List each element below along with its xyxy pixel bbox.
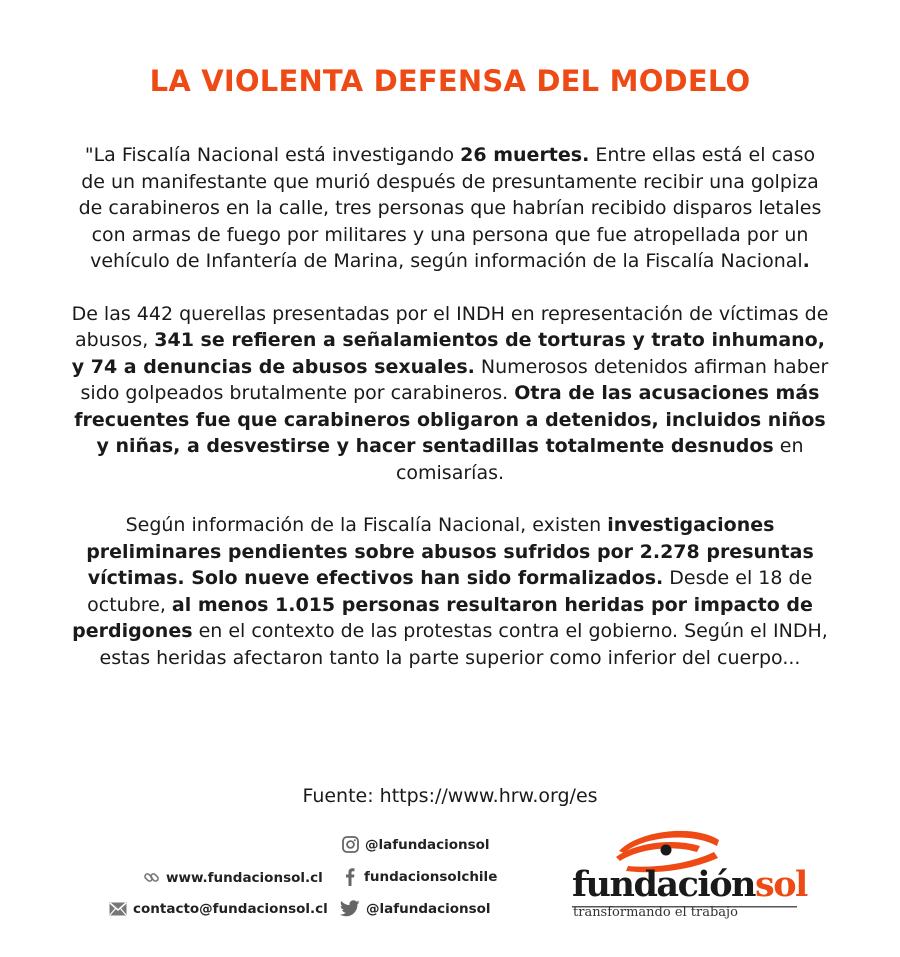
text-run: De las 442 querellas presentadas por el INDH en representación de víctimas de abusos, [71, 302, 829, 351]
bold-text-run: Otra de las acusaciones más frecuentes fue que carabineros obligaron a detenidos, incluidos niños y niñas, a desvestirse y hacer sentadillas totalmente desnudos [74, 382, 826, 457]
logo-word-accent: sol [755, 864, 807, 905]
logo-tagline: transformando el trabajo [573, 905, 738, 920]
fundacion-sol-logo [566, 826, 807, 926]
email-link[interactable] [109, 901, 328, 917]
website-link[interactable] [143, 869, 323, 886]
mail-icon [109, 902, 127, 916]
link-icon [143, 869, 160, 886]
twitter-icon [340, 900, 360, 917]
twitter-text: @lafundacionsol [366, 900, 491, 917]
bold-text-run: al menos 1.015 personas resultaron heridas por impacto de perdigones [72, 593, 813, 642]
page-title: LA VIOLENTA DEFENSA DEL MODELO [149, 64, 751, 98]
source-line: Fuente: https://www.hrw.org/es [302, 785, 598, 807]
instagram-text: @lafundacionsol [365, 836, 490, 853]
text-run: Entre ellas está el caso de un manifestante que murió después de presuntamente recibir una golpiza de carabineros en la calle, tres personas que habrían recibido disparos letales con armas de fuego por militares y una persona que fue atropellada por un vehículo de Infantería de Marina, según información de la Fiscalía Nacional [78, 144, 822, 272]
paragraph-3 [70, 512, 830, 671]
bold-text-run: . [802, 250, 810, 272]
text-run: en comisarías. [395, 435, 804, 484]
text-run: Desde el 18 de octubre, [87, 567, 813, 616]
article-body [70, 142, 830, 697]
twitter-link[interactable] [340, 900, 491, 917]
facebook-link[interactable] [345, 867, 497, 886]
paragraph-2 [70, 301, 830, 487]
instagram-icon [342, 836, 359, 853]
logo-word-main: fundación [572, 864, 755, 905]
text-run: Numerosos detenidos afirman haber sido golpeados brutalmente por carabineros. [80, 355, 829, 404]
website-text: www.fundacionsol.cl [166, 869, 323, 886]
text-run: en el contexto de las protestas contra el gobierno. Según el INDH, estas heridas afectaron tanto la parte superior como inferior del cuerpo... [99, 620, 828, 669]
paragraph-1 [70, 142, 830, 275]
bold-text-run: 341 se refieren a señalamientos de torturas y trato inhumano, y 74 a denuncias de abusos sexuales. [71, 329, 825, 378]
facebook-icon [345, 867, 355, 886]
logo-wordmark [572, 864, 807, 905]
email-text: contacto@fundacionsol.cl [133, 901, 328, 917]
text-run: Según información de la Fiscalía Nacional, existen [125, 514, 608, 536]
instagram-link[interactable] [342, 836, 490, 853]
bold-text-run: investigaciones preliminares pendientes sobre abusos sufridos por 2.278 presuntas víctimas. Solo nueve efectivos han sido formalizados. [86, 514, 814, 589]
text-run: "La Fiscalía Nacional está investigando [84, 144, 461, 166]
facebook-text: fundacionsolchile [364, 868, 498, 885]
bold-text-run: 26 muertes. [460, 144, 590, 166]
